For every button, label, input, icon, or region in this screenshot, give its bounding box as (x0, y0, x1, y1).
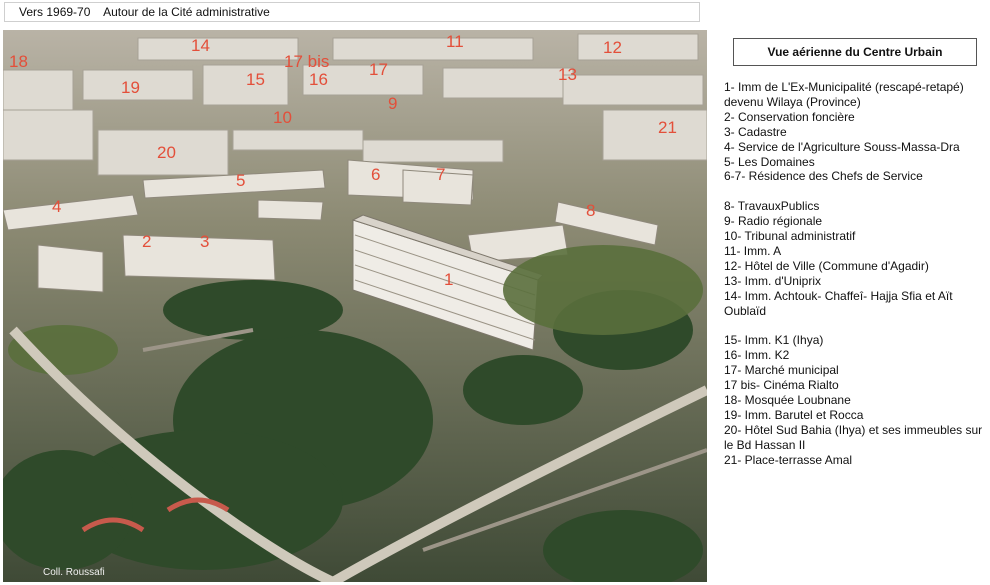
marker-1: 1 (444, 270, 454, 289)
legend-item: 11- Imm. A (724, 243, 782, 258)
legend-item: 4- Service de l'Agriculture Souss-Massa-Dra (724, 139, 960, 154)
legend-item: 16- Imm. K2 (724, 348, 790, 363)
marker-14: 14 (191, 36, 210, 55)
marker-18: 18 (9, 52, 28, 71)
legend-item: 10- Tribunal administratif (724, 229, 856, 244)
legend-group-3 (724, 333, 986, 467)
marker-19: 19 (121, 78, 140, 97)
marker-16: 16 (309, 70, 328, 89)
legend-item: 14- Imm. Achtouk- Chaffeî- Hajja Sfia et Aït Oublaïd (724, 288, 953, 318)
aerial-photo (3, 30, 707, 582)
legend-item: 21- Place-terrasse Amal (724, 452, 853, 467)
marker-11: 11 (446, 32, 464, 51)
marker-17-bis: 17 bis (284, 52, 330, 71)
legend-item: 8- TravauxPublics (724, 199, 820, 214)
legend-spacer (724, 318, 986, 333)
marker-6: 6 (371, 165, 381, 184)
caption-date: Vers 1969-70 (19, 5, 91, 19)
legend-item: 17- Marché municipal (724, 363, 839, 378)
legend-item: 6-7- Résidence des Chefs de Service (724, 169, 923, 184)
legend-item: 18- Mosquée Loubnane (724, 393, 851, 407)
marker-15: 15 (246, 70, 265, 89)
marker-4: 4 (52, 197, 62, 216)
legend-group-2 (724, 199, 986, 318)
legend-item: 3- Cadastre (724, 124, 787, 139)
marker-9: 9 (388, 94, 398, 113)
legend-item: 12- Hôtel de Ville (Commune d'Agadir) (724, 258, 929, 273)
marker-8: 8 (586, 201, 596, 220)
aerial-photo-illustration (3, 30, 707, 582)
marker-12: 12 (603, 38, 622, 57)
legend-item: 9- Radio régionale (724, 214, 823, 229)
legend-item: 15- Imm. K1 (Ihya) (724, 333, 824, 348)
legend-item: 5- Les Domaines (724, 154, 815, 169)
marker-2: 2 (142, 232, 152, 251)
legend-spacer (724, 184, 986, 199)
caption-title: Autour de la Cité administrative (103, 5, 270, 19)
legend-item: 2- Conservation foncière (724, 109, 855, 124)
photo-caption-bar (4, 2, 700, 22)
marker-17: 17 (369, 60, 388, 79)
legend-item: 17 bis- Cinéma Rialto (724, 378, 839, 393)
legend-item: 20- Hôtel Sud Bahia (Ihya) et ses immeubles sur le Bd Hassan II (724, 422, 983, 452)
marker-7: 7 (436, 165, 446, 184)
legend-item: 19- Imm. Barutel et Rocca (724, 407, 864, 422)
marker-21: 21 (658, 118, 677, 137)
photo-credit: Coll. Roussafi (43, 567, 105, 578)
legend-item: 13- Imm. d'Uniprix (724, 273, 821, 288)
marker-10: 10 (273, 108, 292, 127)
marker-5: 5 (236, 171, 246, 190)
marker-20: 20 (157, 143, 176, 162)
legend-group-1 (724, 80, 986, 184)
marker-3: 3 (200, 232, 210, 251)
legend-list (724, 80, 986, 468)
legend-title: Vue aérienne du Centre Urbain (733, 38, 977, 66)
marker-13: 13 (558, 65, 577, 84)
legend-item: 1- Imm de L'Ex-Municipalité (rescapé-retapé) devenu Wilaya (Province) (724, 80, 964, 109)
